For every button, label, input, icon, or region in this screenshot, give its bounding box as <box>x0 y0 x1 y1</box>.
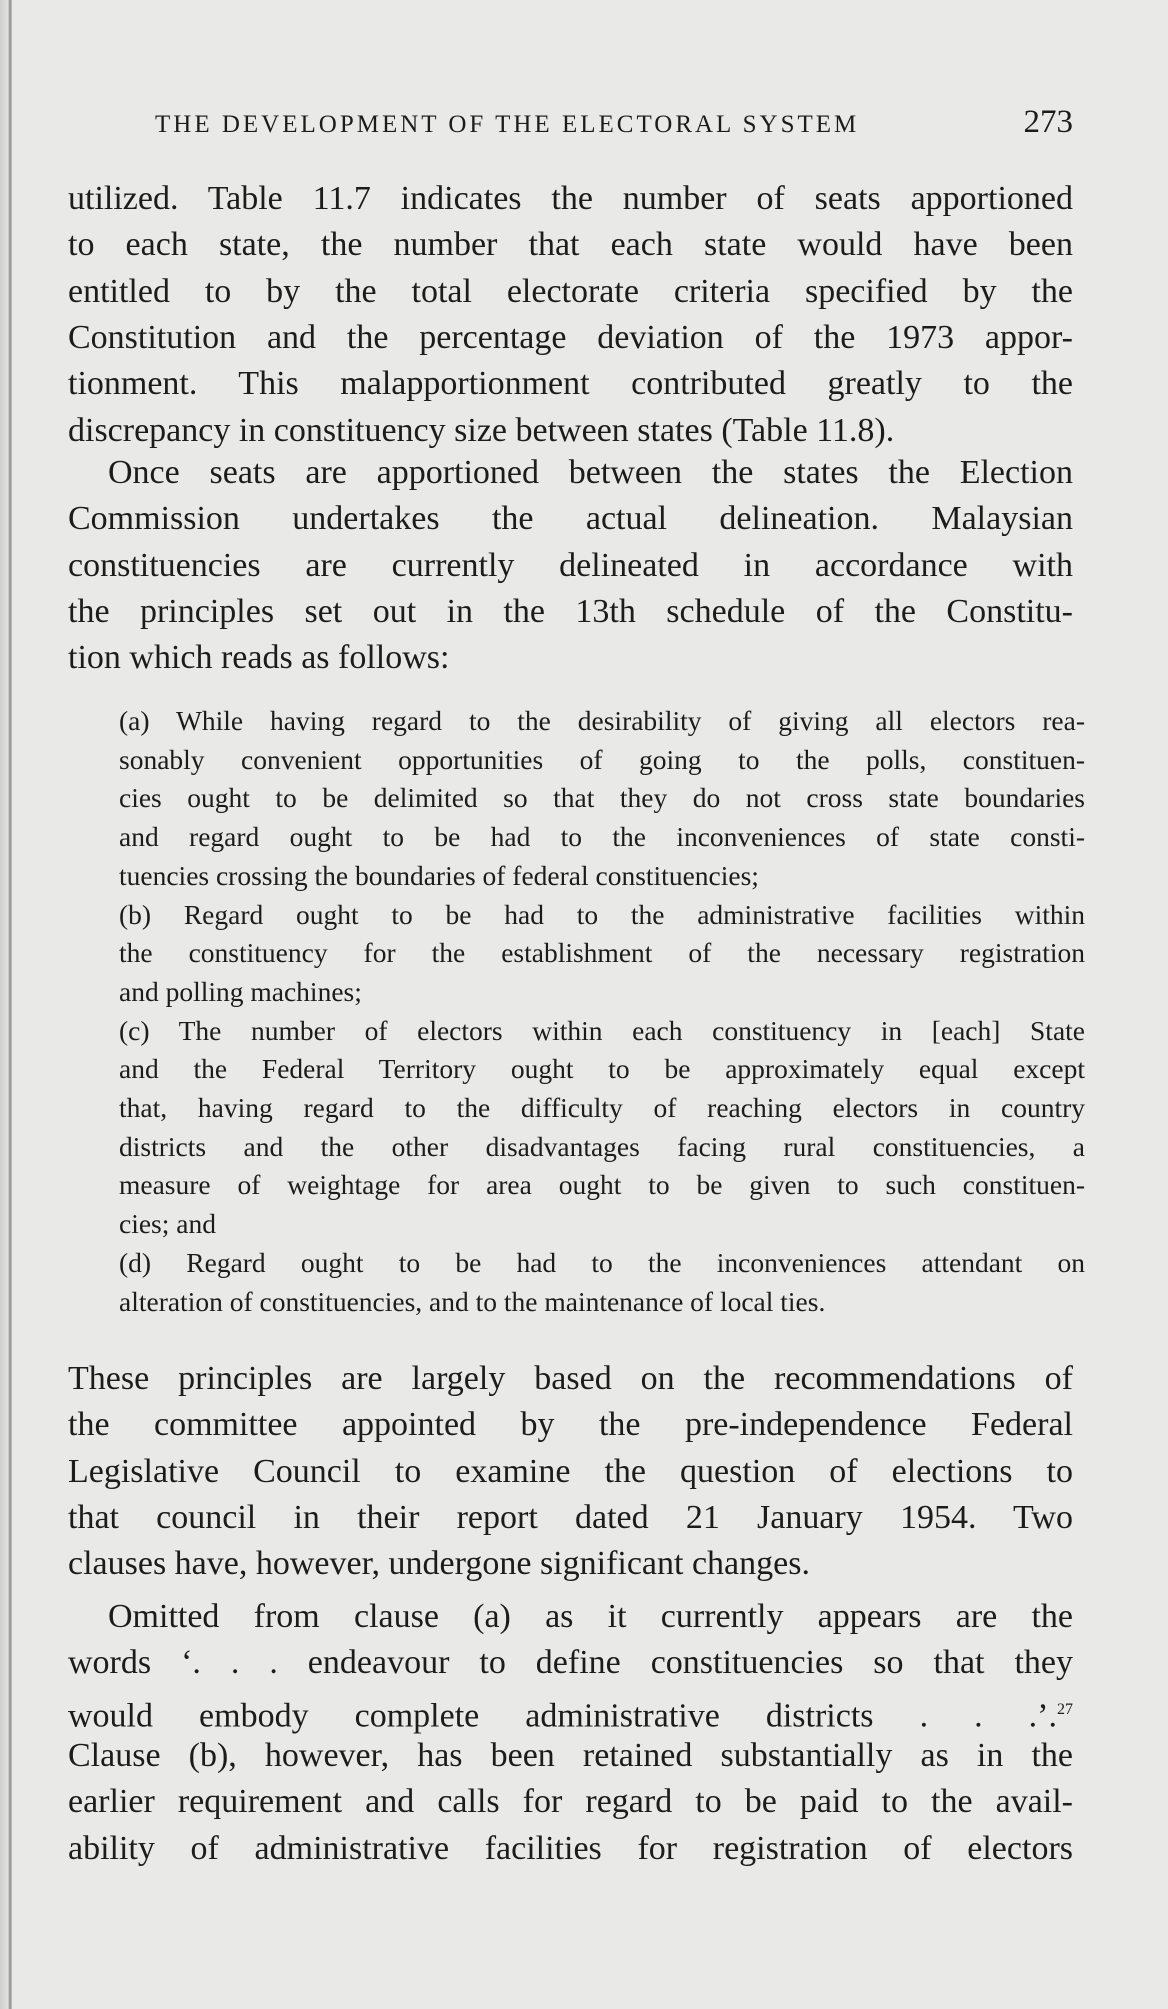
quote-line: alteration of constituencies, and to the maintenance of local ties. <box>119 1285 826 1317</box>
para4-line: words ‘. . . endeavour to define constituencies so that they <box>68 1644 1073 1682</box>
quote-line: districts and the other disadvantages facing rural constituencies, a <box>119 1130 1085 1162</box>
para4-line: Omitted from clause (a) as it currently appears are the <box>108 1598 1073 1635</box>
para1-line: tionment. This malapportionment contributed greatly to the <box>68 365 1073 403</box>
page-number: 273 <box>1023 104 1073 140</box>
para2-line: Once seats are apportioned between the states the Election <box>108 454 1073 491</box>
para2-line: tion which reads as follows: <box>68 639 450 677</box>
quote-line: (c) The number of electors within each constituency in [each] State <box>119 1014 1085 1046</box>
para3-line: Legislative Council to examine the question of elections to <box>68 1452 1073 1490</box>
quote-line: (d) Regard ought to be had to the inconveniences attendant on <box>119 1246 1085 1278</box>
quote-line: cies ought to be delimited so that they do not cross state boundaries <box>119 782 1085 814</box>
footnote-ref: 27 <box>1057 1700 1073 1718</box>
para3-line: that council in their report dated 21 January 1954. Two <box>68 1498 1073 1536</box>
para4-line: earlier requirement and calls for regard to be paid to the avail- <box>68 1783 1073 1821</box>
para3-line: the committee appointed by the pre-independence Federal <box>68 1406 1073 1444</box>
para3-line: These principles are largely based on the recommendations of <box>68 1360 1073 1397</box>
running-header <box>155 104 1073 141</box>
para4-line: would embody complete administrative districts . . .’.$^{27}$ <box>68 1696 1073 1734</box>
page-edge <box>0 0 12 2009</box>
para2-line: constituencies are currently delineated in accordance with <box>68 546 1073 584</box>
para1-line: Constitution and the percentage deviation of the 1973 appor- <box>68 318 1073 356</box>
para2-line: the principles set out in the 13th schedule of the Constitu- <box>68 592 1073 630</box>
para2-line: Commission undertakes the actual delineation. Malaysian <box>68 500 1073 538</box>
quote-line: sonably convenient opportunities of going to the polls, constituen- <box>119 743 1085 775</box>
quote-line: cies; and <box>119 1208 216 1240</box>
para1-line: utilized. Table 11.7 indicates the number of seats apportioned <box>68 180 1073 217</box>
para1-line: entitled to by the total electorate criteria specified by the <box>68 272 1073 310</box>
quote-line: the constituency for the establishment of the necessary registration <box>119 937 1085 969</box>
quote-line: that, having regard to the difficulty of reaching electors in country <box>119 1092 1085 1123</box>
quote-line: (a) While having regard to the desirability of giving all electors rea- <box>119 705 1085 736</box>
para1-line: discrepancy in constituency size between states (Table 11.8). <box>68 411 895 449</box>
quote-line: and regard ought to be had to the inconveniences of state consti- <box>119 821 1085 853</box>
para1-line: to each state, the number that each state would have been <box>68 226 1073 264</box>
quote-line: (b) Regard ought to be had to the administrative facilities within <box>119 898 1085 930</box>
para4-line: Clause (b), however, has been retained substantially as in the <box>68 1736 1073 1774</box>
quote-line: tuencies crossing the boundaries of federal constituencies; <box>119 859 759 891</box>
quote-line: measure of weightage for area ought to be given to such constituen- <box>119 1169 1085 1201</box>
quote-line: and the Federal Territory ought to be approximately equal except <box>119 1053 1085 1085</box>
para3-line: clauses have, however, undergone significant changes. <box>68 1545 810 1583</box>
running-title: THE DEVELOPMENT OF THE ELECTORAL SYSTEM <box>155 111 860 138</box>
quote-line: and polling machines; <box>119 975 362 1007</box>
para4-line: ability of administrative facilities for registration of electors <box>68 1829 1073 1867</box>
